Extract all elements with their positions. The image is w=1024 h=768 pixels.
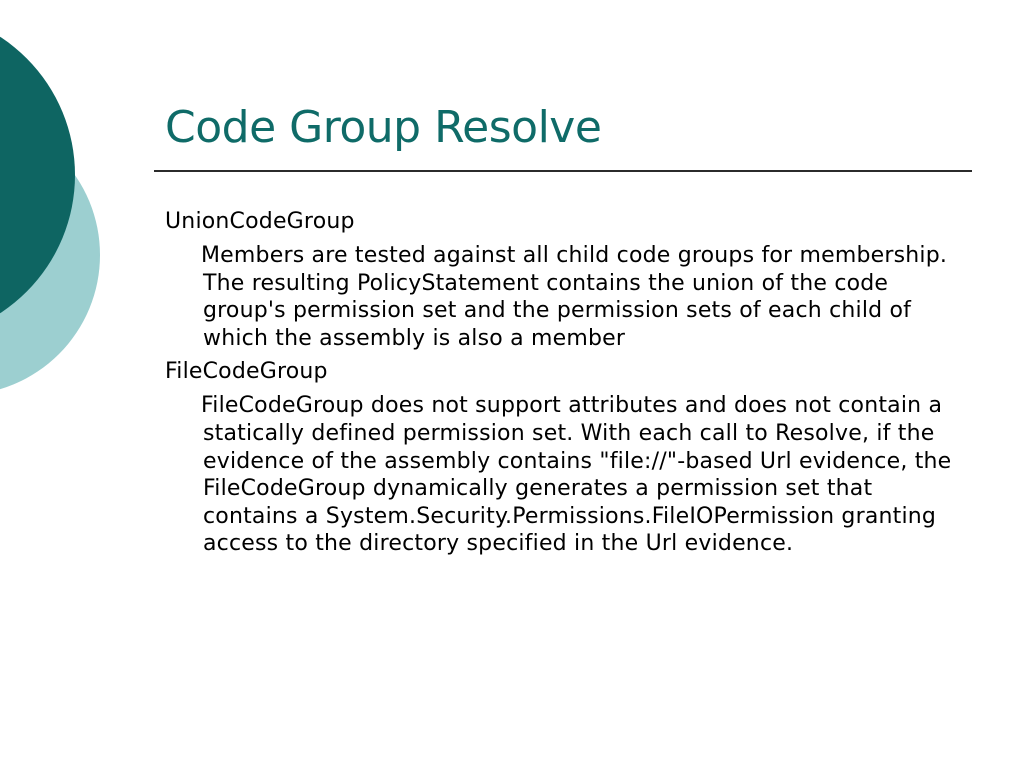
bullet-description: Members are tested against all child code groups for membership. The resulting PolicyStatement contains the union of the code group's permission set and the permission sets of each child of which the assembly is also a member: [201, 243, 948, 351]
bullet-item-file-code-group: [165, 358, 985, 558]
slide-title: Code Group Resolve: [165, 102, 602, 153]
bullet-description: FileCodeGroup does not support attributes and does not contain a statically defined permission set. With each call to Resolve, if the evidence of the assembly contains "file://"-based Url evidence, the FileCodeGroup dynamically generates a permission set that contains a System.Security.Permissions.FileIOPermission granting access to the directory specified in the Url evidence.: [201, 393, 952, 557]
bullet-heading: FileCodeGroup: [165, 359, 328, 385]
bullet-heading: UnionCodeGroup: [165, 209, 355, 234]
slide-content: [165, 208, 985, 564]
bullet-item-union-code-group: [165, 208, 985, 352]
decorative-circles: [0, 0, 110, 420]
title-divider: [154, 170, 972, 172]
